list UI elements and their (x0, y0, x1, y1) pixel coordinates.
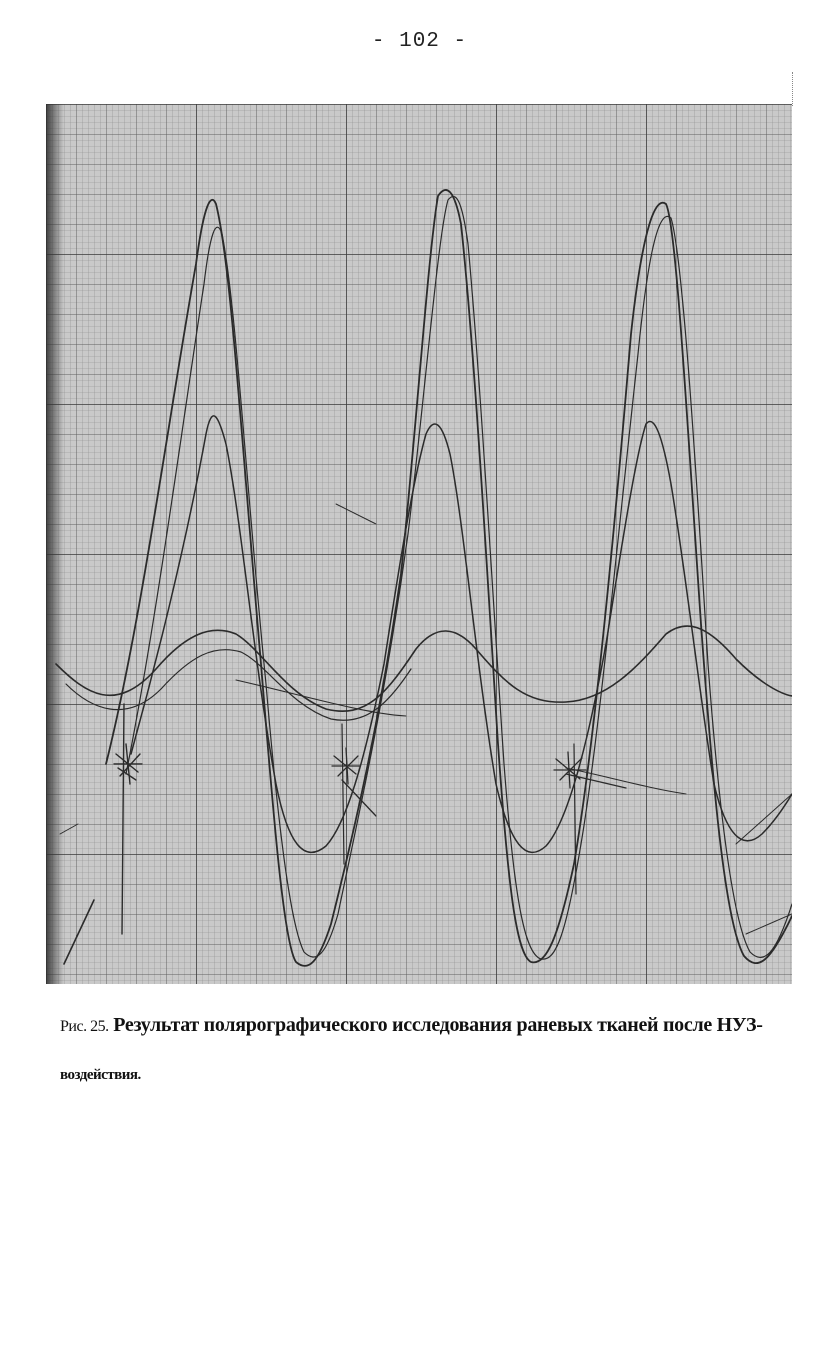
scan-left-shadow (46, 104, 64, 984)
page-number: - 102 - (371, 30, 468, 53)
polarogram-figure (46, 104, 792, 984)
polarogram-chart-paper (46, 104, 792, 984)
scan-edge-mark (792, 72, 793, 106)
figure-label: Рис. 25. (60, 1018, 109, 1035)
caption-text-tail: воздействия. (60, 1067, 141, 1083)
caption-text: Результат полярографического исследования раневых тканей после НУЗ- (108, 1014, 763, 1036)
figure-caption (60, 1002, 800, 1098)
